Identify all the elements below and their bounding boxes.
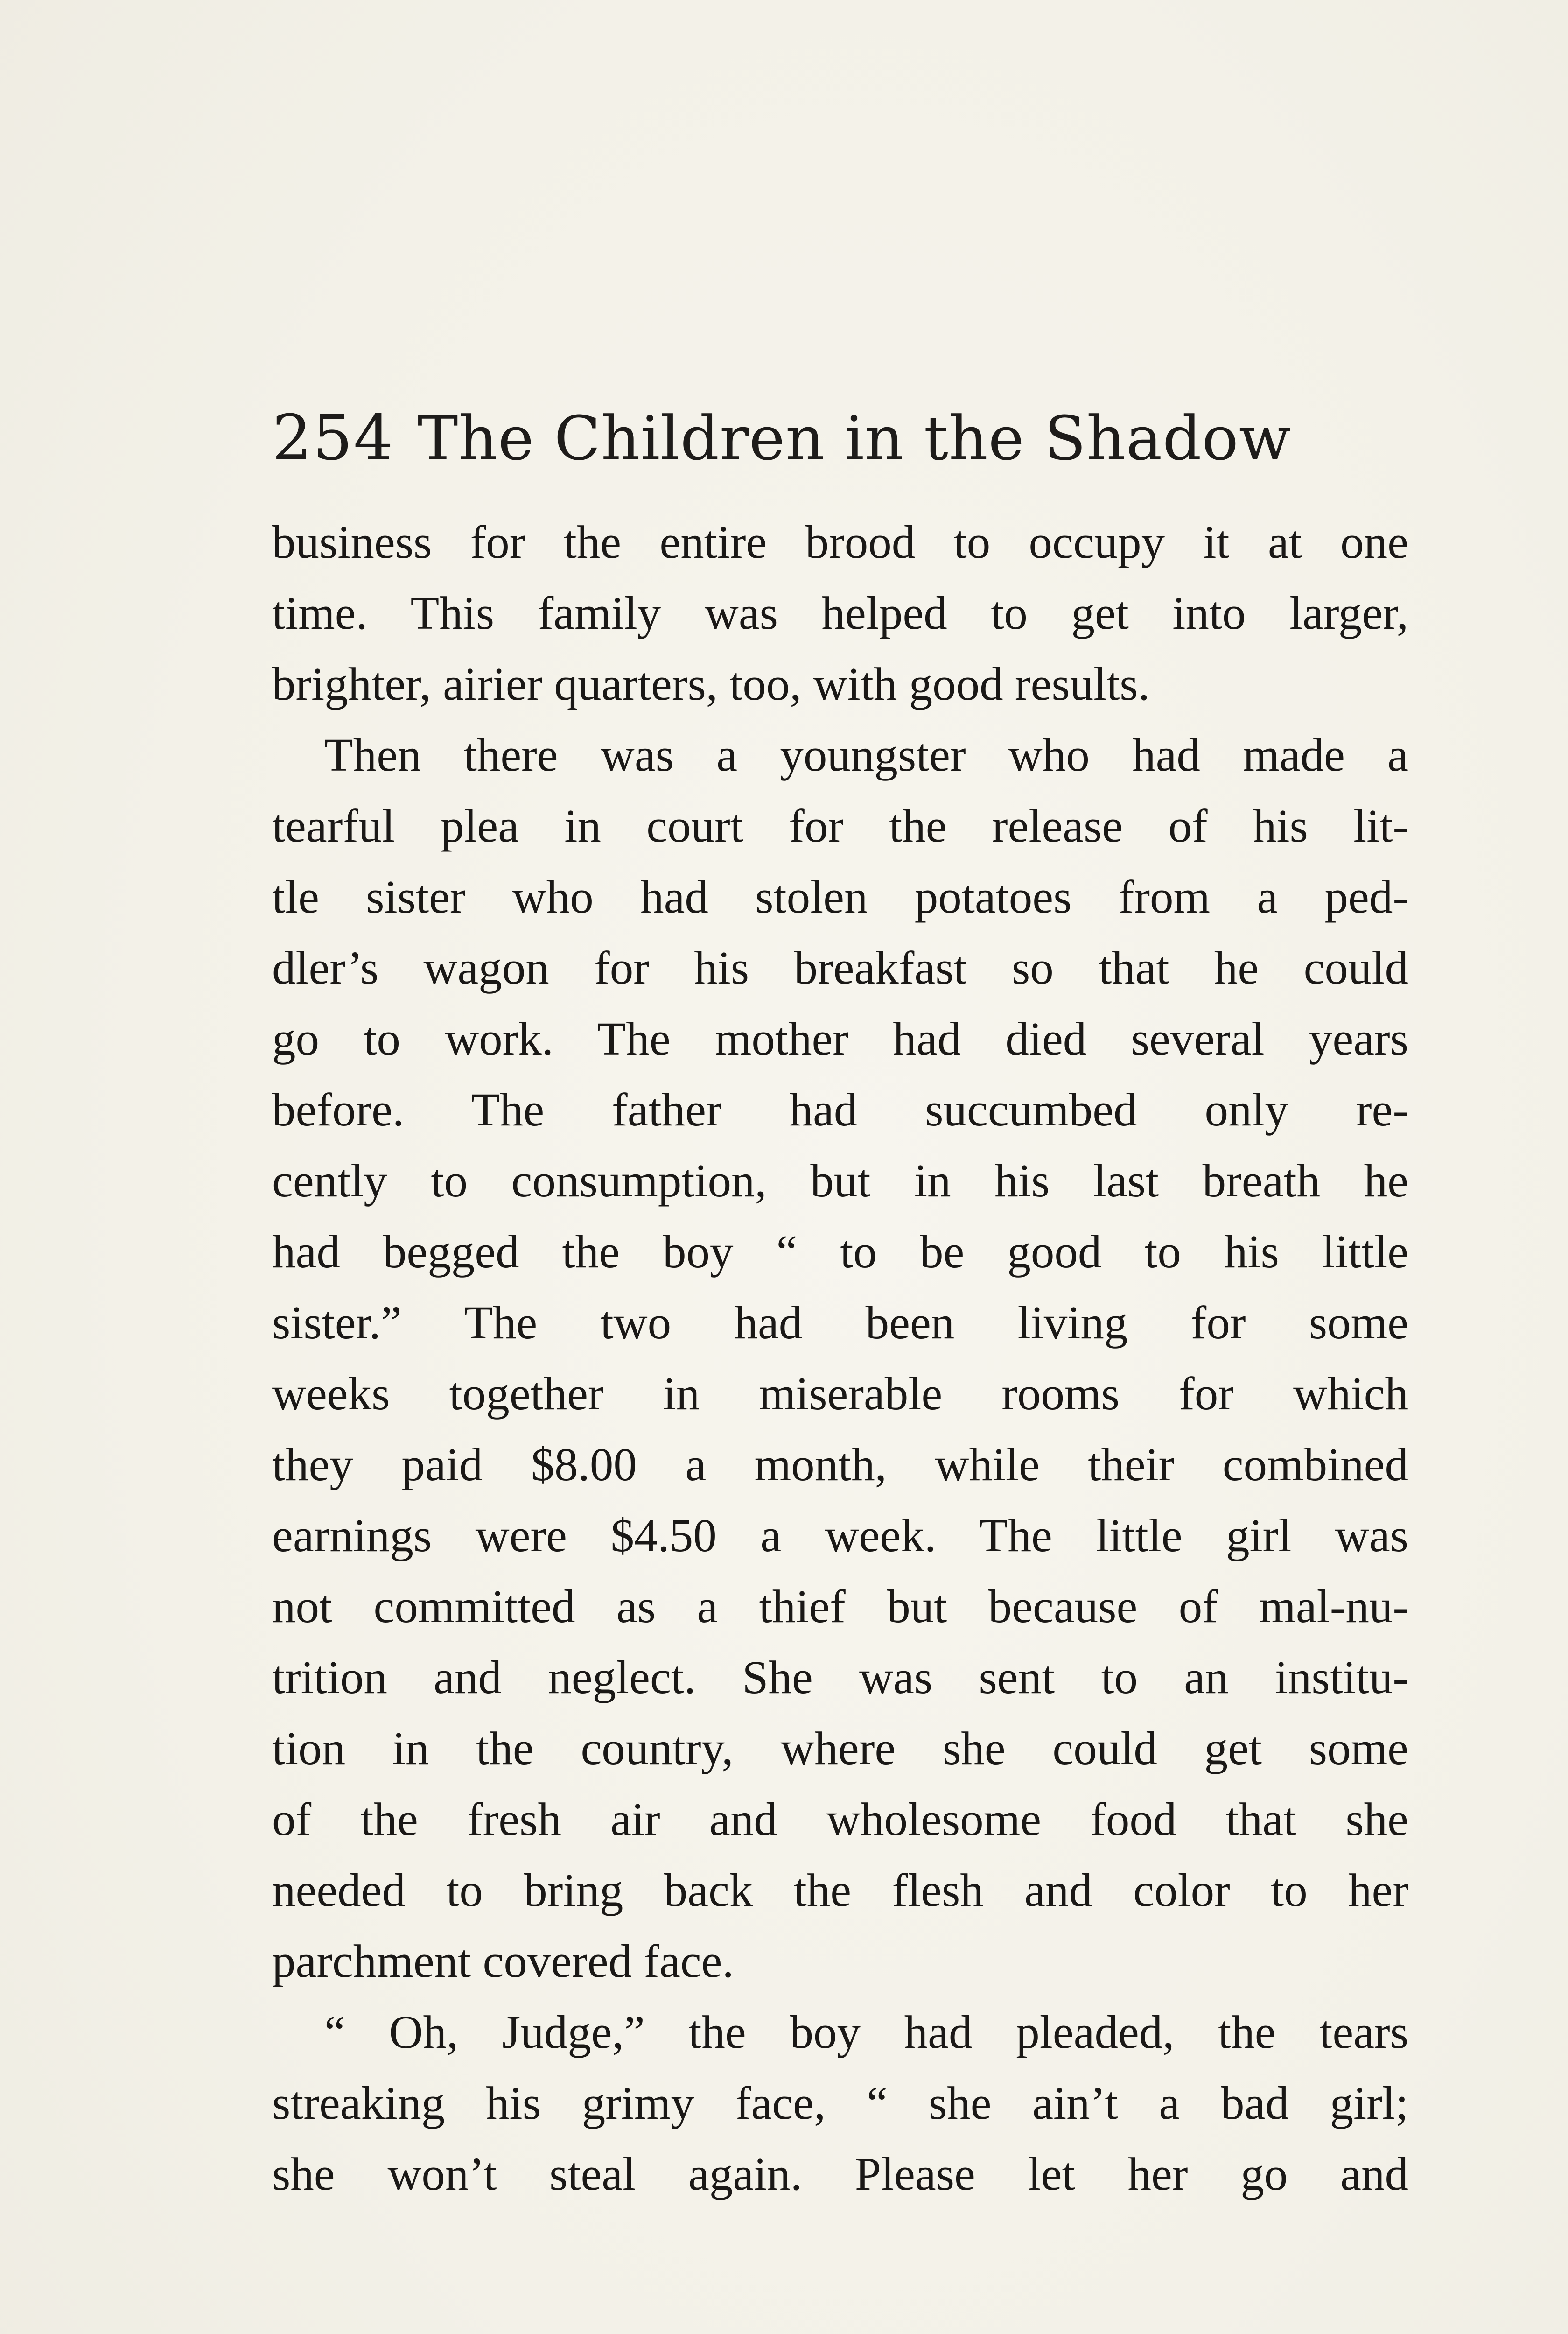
text-line: had begged the boy “ to be good to his little [272,1225,1408,1278]
text-line: cently to consumption, but in his last breath he [272,1154,1408,1207]
text-line: weeks together in miserable rooms for which [272,1367,1408,1420]
text-line: sister.” The two had been living for some [272,1296,1408,1349]
text-line: parchment covered face. [272,1935,734,1987]
text-line: of the fresh air and wholesome food that she [272,1793,1408,1845]
text-line: “ Oh, Judge,” the boy had pleaded, the tears [324,2006,1408,2058]
text-line: Then there was a youngster who had made a [324,729,1408,781]
text-line: before. The father had succumbed only re- [272,1083,1408,1136]
text-line: needed to bring back the flesh and color to her [272,1864,1408,1916]
running-head [272,401,1415,476]
text-line: business for the entire brood to occupy it at one [272,516,1408,568]
text-line: they paid $8.00 a month, while their combined [272,1438,1408,1490]
text-line: tearful plea in court for the release of his lit- [272,800,1408,852]
text-line: tion in the country, where she could get some [272,1722,1408,1774]
text-line: earnings were $4.50 a week. The little girl was [272,1509,1408,1561]
book-title: The Children in the Shadow [417,403,1292,474]
text-line: brighter, airier quarters, too, with good results. [272,658,1150,710]
text-line: tle sister who had stolen potatoes from a ped- [272,871,1408,923]
text-line: time. This family was helped to get into larger, [272,587,1408,639]
text-line: streaking his grimy face, “ she ain’t a bad girl; [272,2077,1408,2129]
text-line: dler’s wagon for his breakfast so that he could [272,942,1408,994]
body-text [272,506,1408,2209]
page-number: 254 [272,401,394,474]
text-line: she won’t steal again. Please let her go and [272,2148,1408,2200]
text-line: trition and neglect. She was sent to an institu- [272,1651,1408,1703]
text-line: not committed as a thief but because of mal-nu- [272,1580,1408,1632]
text-line: go to work. The mother had died several years [272,1012,1408,1065]
